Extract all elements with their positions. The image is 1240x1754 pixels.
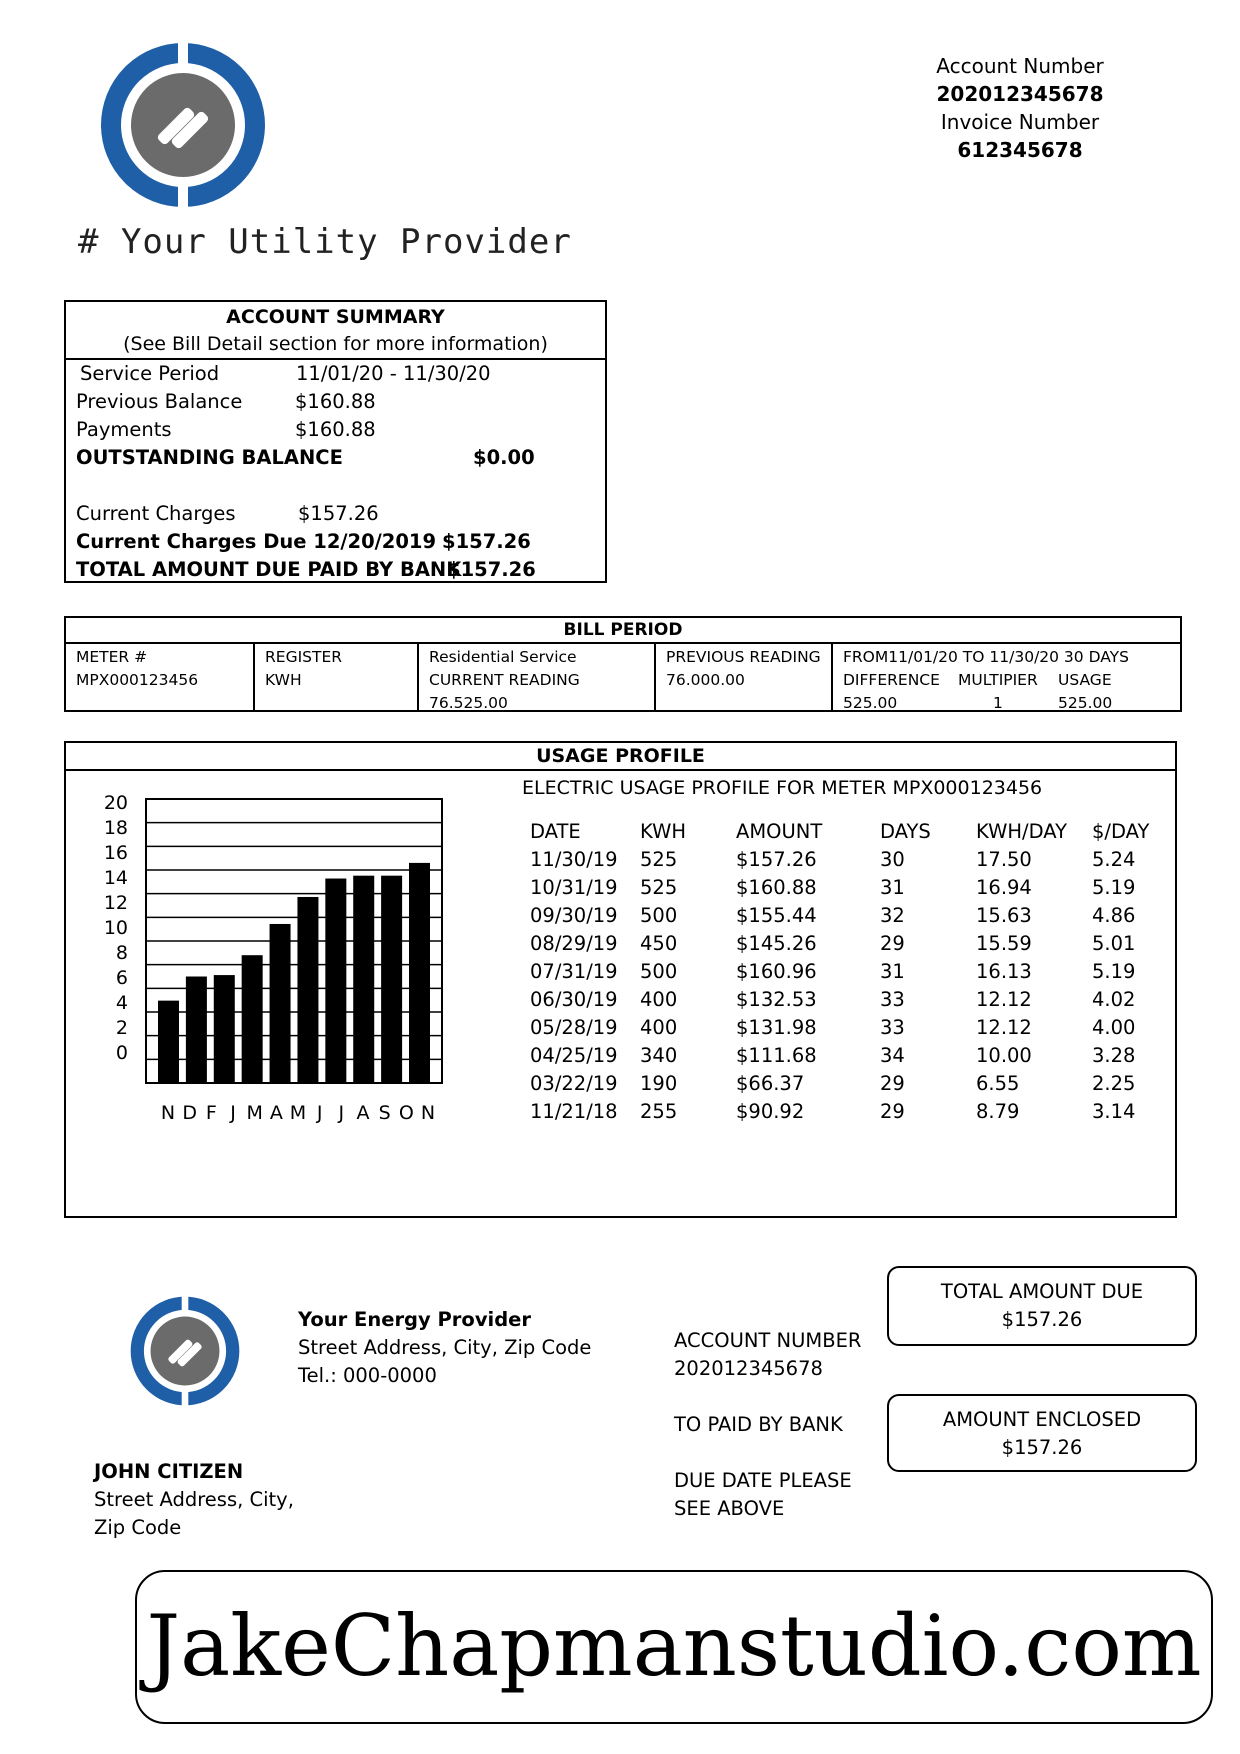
usage-table-cell: 33 — [880, 1015, 905, 1039]
chart-bar — [242, 955, 263, 1083]
total-due-value: $157.26 — [447, 558, 536, 581]
usage-table-cell: 15.63 — [976, 903, 1032, 927]
x-tick-label: A — [356, 1102, 370, 1124]
usage-table-cell: 5.01 — [1092, 931, 1136, 955]
usage-table-cell: 400 — [640, 1015, 678, 1039]
usage-table-cell: $160.96 — [736, 959, 817, 983]
usage-table-cell: 500 — [640, 959, 678, 983]
usage-table-cell: 15.59 — [976, 931, 1032, 955]
account-number-label: Account Number — [936, 54, 1104, 78]
usage-table-cell: 400 — [640, 987, 678, 1011]
customer-name: JOHN CITIZEN — [94, 1460, 244, 1483]
usage-table-cell: 03/22/19 — [530, 1071, 618, 1095]
usage-table-row — [530, 1013, 1162, 1041]
provider-contact — [298, 1306, 591, 1390]
y-tick-label: 16 — [103, 842, 128, 864]
usage-table-cell: 340 — [640, 1043, 678, 1067]
usage-table-cell: $157.26 — [736, 847, 817, 871]
usage-table-cell: 11/30/19 — [530, 847, 618, 871]
usage-table-cell: 06/30/19 — [530, 987, 618, 1011]
usage-table-cell: 4.00 — [1092, 1015, 1136, 1039]
usage-table-cell: 33 — [880, 987, 905, 1011]
usage-table-row — [530, 929, 1162, 957]
provider-name: Your Energy Provider — [298, 1308, 532, 1331]
payments-value: $160.88 — [295, 418, 376, 441]
current-charges-value: $157.26 — [298, 502, 379, 525]
chart-bar — [381, 876, 402, 1083]
usage-table-cell: $132.53 — [736, 987, 817, 1011]
invoice-number: 612345678 — [957, 138, 1083, 162]
usage-table-cell: $66.37 — [736, 1071, 805, 1095]
y-tick-label: 2 — [115, 1017, 128, 1039]
usage-table-row — [530, 1069, 1162, 1097]
chart-bar — [297, 897, 318, 1083]
register-cell — [255, 644, 419, 710]
previous-balance-value: $160.88 — [295, 390, 376, 413]
customer-address-line-1: Street Address, City, — [94, 1488, 294, 1511]
usage-table-cell: 255 — [640, 1099, 678, 1123]
y-tick-label: 12 — [103, 892, 128, 914]
customer-address-line-2: Zip Code — [94, 1516, 182, 1539]
meter-label: METER # — [76, 648, 148, 666]
usage-table-cell: 30 — [880, 847, 905, 871]
usage-column-header: KWH — [640, 819, 687, 843]
usage-table-cell: 450 — [640, 931, 678, 955]
usage-table-cell: 10/31/19 — [530, 875, 618, 899]
usage-table-row — [530, 845, 1162, 873]
usage-table-cell: 31 — [880, 875, 905, 899]
account-summary — [64, 300, 607, 583]
total-amount-due-value: $157.26 — [1001, 1308, 1083, 1331]
account-summary-header — [66, 302, 605, 360]
due-date-line-2: SEE ABOVE — [674, 1497, 785, 1520]
usage-cell — [833, 644, 1180, 710]
usage-table-cell: 3.14 — [1092, 1099, 1136, 1123]
account-number: 202012345678 — [936, 82, 1104, 106]
service-period-label: Service Period — [80, 362, 220, 385]
usage-table-cell: 17.50 — [976, 847, 1032, 871]
amount-enclosed-label: AMOUNT ENCLOSED — [942, 1408, 1142, 1431]
chart-bar — [158, 1001, 179, 1083]
multiplier-value: 1 — [993, 694, 1003, 712]
chart-bar — [214, 975, 235, 1083]
usage-table-cell: $131.98 — [736, 1015, 817, 1039]
usage-table-cell: 31 — [880, 959, 905, 983]
bill-period — [64, 616, 1182, 712]
usage-table-cell: 29 — [880, 1071, 905, 1095]
usage-table-cell: 2.25 — [1092, 1071, 1136, 1095]
usage-value: 525.00 — [1058, 694, 1113, 712]
current-due-value: $157.26 — [442, 530, 531, 553]
usage-table-cell: 500 — [640, 903, 678, 927]
usage-table-cell: 32 — [880, 903, 905, 927]
amount-enclosed-box — [887, 1394, 1197, 1472]
x-tick-label: J — [316, 1102, 323, 1124]
usage-profile-title: USAGE PROFILE — [66, 743, 1175, 771]
usage-table-row — [530, 985, 1162, 1013]
usage-table-cell: 525 — [640, 847, 678, 871]
period-label: FROM11/01/20 TO 11/30/20 30 DAYS — [843, 648, 1129, 666]
y-tick-label: 18 — [103, 817, 128, 839]
provider-title: # Your Utility Provider — [78, 222, 572, 262]
y-tick-label: 20 — [103, 792, 128, 814]
meter-value: MPX000123456 — [76, 671, 199, 689]
chart-bar — [353, 876, 374, 1083]
usage-table-cell: 5.19 — [1092, 875, 1136, 899]
current-reading-cell — [419, 644, 656, 710]
usage-table-cell: 5.19 — [1092, 959, 1136, 983]
usage-table-cell: 12.12 — [976, 987, 1032, 1011]
x-tick-label: J — [230, 1102, 236, 1124]
customer-address — [94, 1458, 294, 1542]
service-period-value: 11/01/20 - 11/30/20 — [296, 362, 491, 385]
current-reading-value: 76.525.00 — [429, 694, 508, 712]
account-summary-title: ACCOUNT SUMMARY — [226, 306, 445, 328]
usage-bar-chart — [90, 787, 510, 1127]
remit-account — [674, 1327, 861, 1383]
y-tick-label: 6 — [115, 967, 128, 989]
x-tick-label: N — [160, 1102, 176, 1124]
usage-table-cell: $145.26 — [736, 931, 817, 955]
x-tick-label: S — [378, 1102, 391, 1124]
provider-tel: Tel.: 000-0000 — [298, 1364, 437, 1387]
chart-bar — [270, 924, 291, 1083]
total-due-label: TOTAL AMOUNT DUE PAID BY BANK — [76, 558, 462, 581]
chart-bar — [409, 863, 430, 1083]
previous-reading-label: PREVIOUS READING — [666, 648, 821, 666]
meter-cell — [66, 644, 255, 710]
utility-logo-icon-small — [130, 1296, 240, 1406]
previous-reading-value: 76.000.00 — [666, 671, 745, 689]
usage-table-cell: 11/21/18 — [530, 1099, 618, 1123]
usage-column-header: KWH/DAY — [976, 819, 1068, 843]
usage-table-cell: 34 — [880, 1043, 905, 1067]
bill-period-title: BILL PERIOD — [66, 618, 1180, 644]
usage-table-cell: 190 — [640, 1071, 678, 1095]
invoice-number-label: Invoice Number — [940, 110, 1100, 134]
x-tick-label: O — [398, 1102, 414, 1124]
usage-table-row — [530, 1041, 1162, 1069]
chart-bar — [186, 977, 207, 1084]
service-type-label: Residential Service — [429, 648, 577, 666]
x-tick-label: J — [338, 1102, 345, 1124]
utility-logo-icon — [100, 42, 266, 208]
register-value: KWH — [265, 671, 302, 689]
remit-account-label: ACCOUNT NUMBER — [674, 1329, 862, 1352]
paid-by-bank: TO PAID BY BANK — [674, 1413, 843, 1436]
usage-table-cell: 10.00 — [976, 1043, 1032, 1067]
usage-table-cell: $160.88 — [736, 875, 817, 899]
usage-table-cell: 16.13 — [976, 959, 1032, 983]
usage-table-header-row — [530, 817, 1162, 845]
usage-table-row — [530, 873, 1162, 901]
x-tick-label: A — [269, 1102, 283, 1124]
usage-table-cell: 29 — [880, 1099, 905, 1123]
usage-table-cell: 05/28/19 — [530, 1015, 618, 1039]
y-tick-label: 4 — [115, 992, 128, 1014]
usage-table-row — [530, 957, 1162, 985]
due-date-note — [674, 1467, 852, 1523]
difference-label: DIFFERENCE — [843, 671, 940, 689]
usage-table-cell: 3.28 — [1092, 1043, 1136, 1067]
remit-account-number: 202012345678 — [674, 1357, 823, 1380]
usage-table-cell: $90.92 — [736, 1099, 805, 1123]
usage-column-header: DAYS — [880, 819, 931, 843]
y-tick-label: 0 — [115, 1042, 128, 1064]
usage-table — [530, 817, 1162, 1125]
payments-label: Payments — [76, 418, 172, 441]
difference-value: 525.00 — [843, 694, 898, 712]
multiplier-label: MULTIPIER — [958, 671, 1038, 689]
due-date-line-1: DUE DATE PLEASE — [674, 1469, 852, 1492]
usage-table-cell: 525 — [640, 875, 678, 899]
usage-table-cell: 29 — [880, 931, 905, 955]
usage-table-cell: 12.12 — [976, 1015, 1032, 1039]
usage-table-cell: 16.94 — [976, 875, 1032, 899]
usage-table-cell: 07/31/19 — [530, 959, 618, 983]
y-tick-label: 8 — [115, 942, 128, 964]
x-tick-label: D — [182, 1102, 197, 1124]
usage-table-cell: 5.24 — [1092, 847, 1136, 871]
current-reading-label: CURRENT READING — [429, 671, 580, 689]
usage-profile — [64, 741, 1177, 1218]
x-tick-label: F — [205, 1102, 217, 1124]
usage-table-row — [530, 1097, 1162, 1125]
usage-column-header: AMOUNT — [736, 819, 823, 843]
usage-column-header: $/DAY — [1092, 819, 1150, 843]
usage-table-cell: 6.55 — [976, 1071, 1020, 1095]
usage-table-cell: $111.68 — [736, 1043, 817, 1067]
total-amount-due-box — [887, 1266, 1197, 1346]
previous-balance-label: Previous Balance — [76, 390, 243, 413]
usage-table-cell: 4.02 — [1092, 987, 1136, 1011]
usage-table-cell: 8.79 — [976, 1099, 1020, 1123]
x-tick-label: M — [246, 1102, 263, 1124]
usage-profile-subtitle: ELECTRIC USAGE PROFILE FOR METER MPX000123456 — [522, 777, 1043, 799]
total-amount-due-label: TOTAL AMOUNT DUE — [940, 1280, 1144, 1303]
outstanding-balance-label: OUTSTANDING BALANCE — [76, 446, 343, 469]
account-invoice-block — [900, 52, 1140, 164]
current-due-label: Current Charges Due 12/20/2019 — [76, 530, 437, 553]
amount-enclosed-value: $157.26 — [1001, 1436, 1083, 1459]
chart-bar — [325, 879, 346, 1083]
usage-table-row — [530, 901, 1162, 929]
previous-reading-cell — [656, 644, 833, 710]
usage-label: USAGE — [1058, 671, 1112, 689]
register-label: REGISTER — [265, 648, 343, 666]
usage-table-cell: 04/25/19 — [530, 1043, 618, 1067]
watermark: JakeChapmanstudio.com — [135, 1570, 1213, 1724]
y-tick-label: 10 — [103, 917, 128, 939]
usage-table-cell: 08/29/19 — [530, 931, 618, 955]
x-tick-label: N — [420, 1102, 436, 1124]
current-charges-label: Current Charges — [76, 502, 236, 525]
usage-table-cell: $155.44 — [736, 903, 817, 927]
account-summary-subtitle: (See Bill Detail section for more information) — [123, 333, 548, 355]
usage-table-cell: 09/30/19 — [530, 903, 618, 927]
provider-address: Street Address, City, Zip Code — [298, 1336, 592, 1359]
usage-table-cell: 4.86 — [1092, 903, 1136, 927]
x-tick-label: M — [289, 1102, 307, 1124]
y-tick-label: 14 — [103, 867, 128, 889]
usage-column-header: DATE — [530, 819, 581, 843]
outstanding-balance-value: $0.00 — [473, 446, 535, 469]
